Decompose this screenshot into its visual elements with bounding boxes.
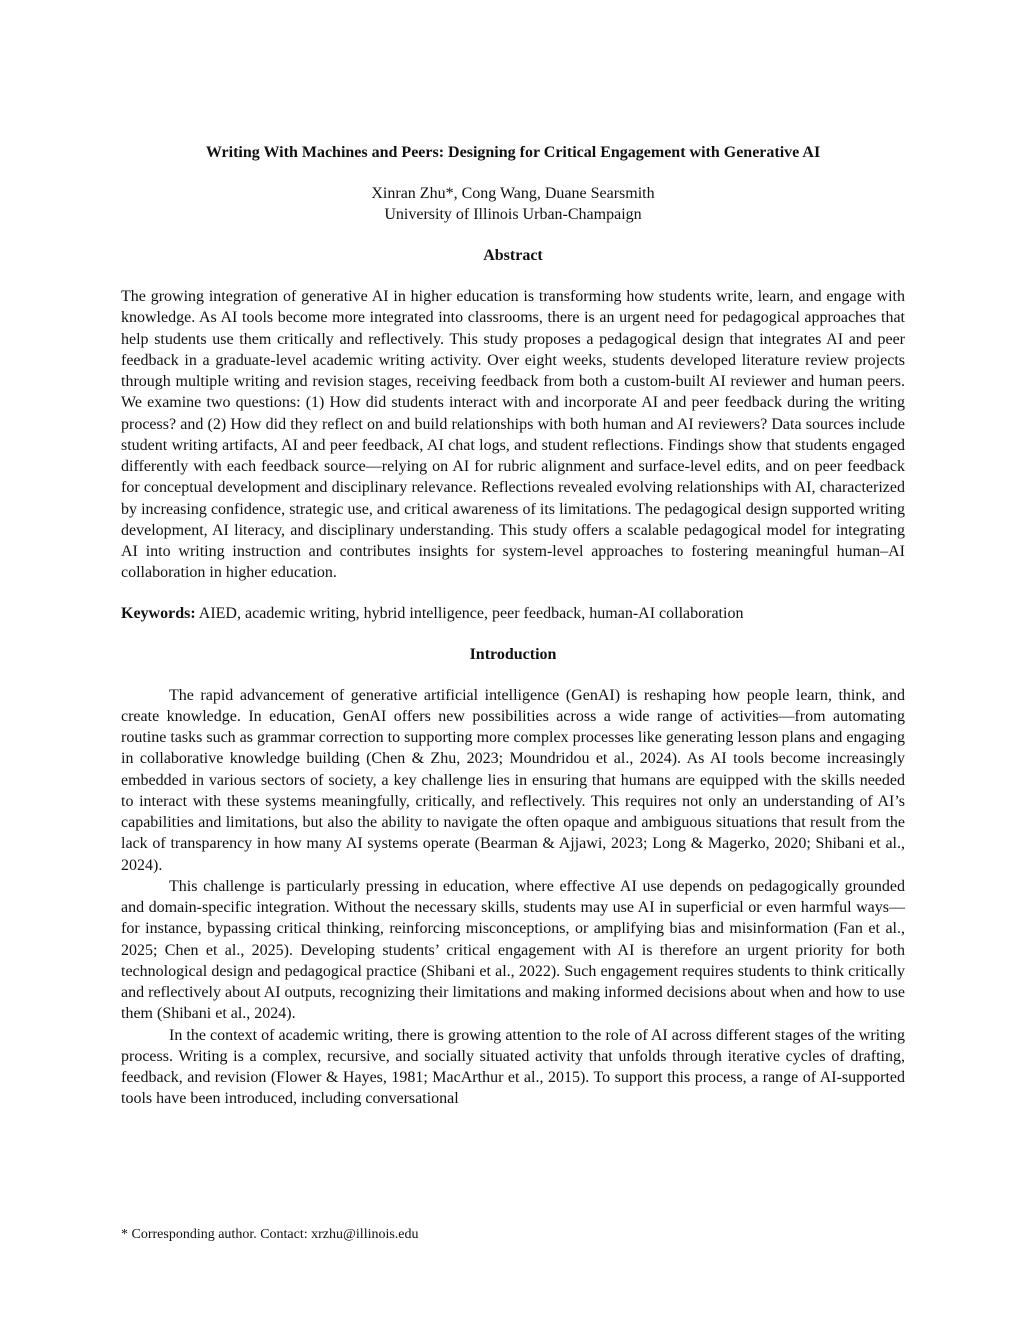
abstract-text: The growing integration of generative AI in higher education is transforming how students write, learn, and engage with knowledge. As AI tools become more integrated into classrooms, there is an urgent need for pedagogical approaches that help students use them critically and reflectively. This study proposes a pedagogical design that integrates AI and peer feedback in a graduate-level academic writing activity. Over eight weeks, students developed literature review projects through multiple writing and revision stages, receiving feedback from both a custom-built AI reviewer and human peers. We examine two questions: (1) How did students interact with and incorporate AI and peer feedback during the writing process? and (2) How did they reflect on and build relationships with both human and AI reviewers? Data sources include student writing artifacts, AI and peer feedback, AI chat logs, and student reflections. Findings show that students engaged differently with each feedback source—relying on AI for rubric alignment and surface-level edits, and on peer feedback for conceptual development and disciplinary relevance. Reflections revealed evolving relationships with AI, characterized by increasing confidence, strategic use, and critical awareness of its limitations. The pedagogical design supported writing development, AI literacy, and disciplinary understanding. This study offers a scalable pedagogical model for integrating AI into writing instruction and contributes insights for system-level approaches to fostering meaningful human–AI collaboration in higher education. xyxy=(121,288,905,582)
paper-body xyxy=(121,143,905,1110)
author-block xyxy=(121,183,905,225)
corresponding-author-footnote: * Corresponding author. Contact: xrzhu@illinois.edu xyxy=(121,1227,419,1242)
introduction-paragraph-1: The rapid advancement of generative artificial intelligence (GenAI) is reshaping how people learn, think, and create knowledge. In education, GenAI offers new possibilities across a wide range of activities—from automating routine tasks such as grammar correction to supporting more complex processes like generating lesson plans and engaging in collaborative knowledge building (Chen & Zhu, 2023; Moundridou et al., 2024). As AI tools become increasingly embedded in various sectors of society, a key challenge lies in ensuring that humans are equipped with the skills needed to interact with these systems meaningfully, critically, and reflectively. This requires not only an understanding of AI’s capabilities and limitations, but also the ability to navigate the often opaque and ambiguous situations that result from the lack of transparency in how many AI systems operate (Bearman & Ajjawi, 2023; Long & Magerko, 2020; Shibani et al., 2024). xyxy=(121,686,905,874)
affiliation: University of Illinois Urban-Champaign xyxy=(384,206,642,223)
keywords-text: AIED, academic writing, hybrid intelligence, peer feedback, human-AI collaboration xyxy=(195,604,744,622)
keywords xyxy=(121,603,905,624)
introduction-paragraph-2: This challenge is particularly pressing in education, where effective AI use depends on pedagogically grounded and domain-specific integration. Without the necessary skills, students may use AI in superficial or even harmful ways—for instance, bypassing critical thinking, reinforcing misconceptions, or amplifying bias and misinformation (Fan et al., 2025; Chen et al., 2025). Developing students’ critical engagement with AI is therefore an urgent priority for both technological design and pedagogical practice (Shibani et al., 2022). Such engagement requires students to think critically and reflectively about AI outputs, recognizing their limitations and making informed decisions about when and how to use them (Shibani et al., 2024). xyxy=(121,877,905,1023)
introduction-paragraph-3: In the context of academic writing, there is growing attention to the role of AI across different stages of the writing process. Writing is a complex, recursive, and socially situated activity that unfolds through iterative cycles of drafting, feedback, and revision (Flower & Hayes, 1981; MacArthur et al., 2015). To support this process, a range of AI-supported tools have been introduced, including conversational xyxy=(121,1026,905,1108)
author-list: Xinran Zhu*, Cong Wang, Duane Searsmith xyxy=(371,185,655,202)
paper-title: Writing With Machines and Peers: Designing for Critical Engagement with Generative AI xyxy=(205,144,821,161)
introduction-heading: Introduction xyxy=(469,645,557,663)
keywords-label: Keywords: xyxy=(121,604,196,622)
abstract-heading: Abstract xyxy=(483,247,543,264)
